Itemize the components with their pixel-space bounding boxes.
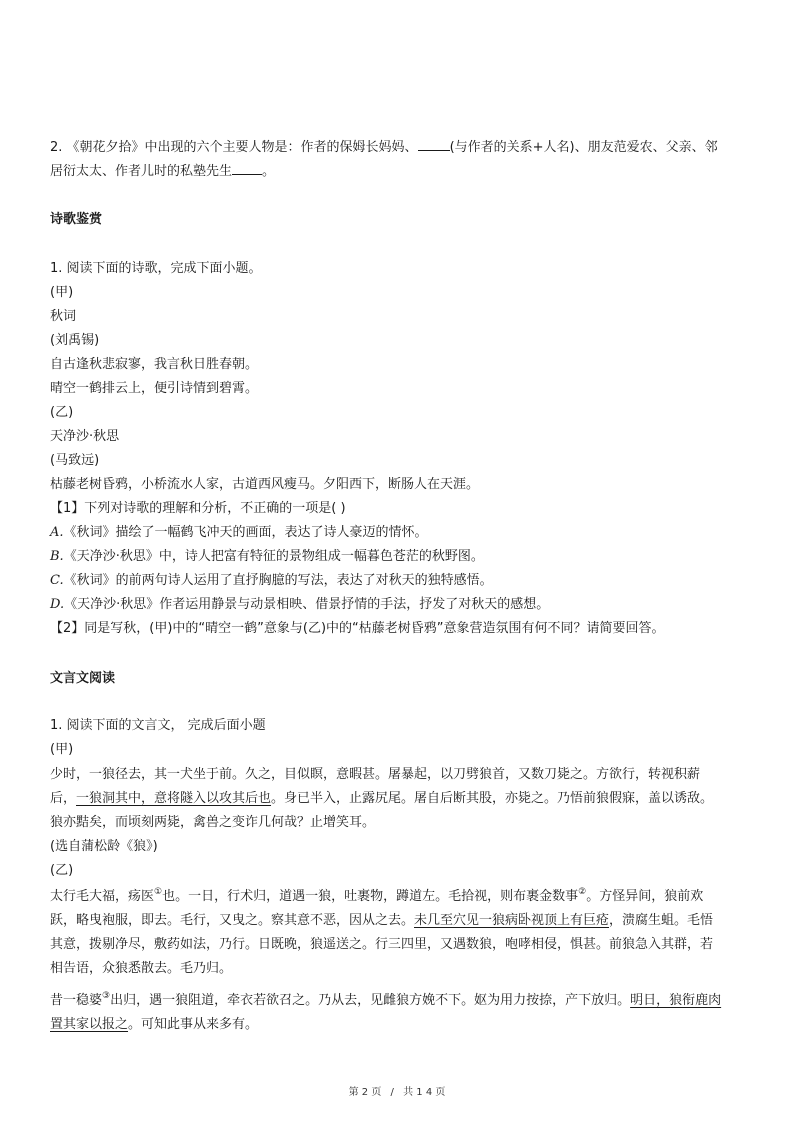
classical-label-yi: (乙): [50, 863, 74, 878]
option-b-text: 《天净沙·秋思》中，诗人把富有特征的景物组成一幅暮色苍茫的秋野图。: [63, 549, 484, 564]
q2-text-1b: (与作者的关系+人名)、朋友范爱农、父亲、邻: [449, 140, 718, 155]
passage-yi-line-1: [50, 888, 703, 906]
underlined-sentence-3b: 置其家以报之: [50, 1017, 129, 1032]
section-title-classical: 文言文阅读: [50, 671, 116, 686]
option-c-text: 《秋词》的前两句诗人运用了直抒胸臆的写法，表达了对秋天的独特感悟。: [63, 573, 493, 588]
poem-verse-1: 自古逢秋悲寂寥，我言秋日胜春朝。: [50, 357, 259, 372]
footnote-marker-3[interactable]: ③: [102, 991, 111, 1001]
q2-text-2b: 。: [262, 164, 276, 179]
answer-blank-1[interactable]: [418, 137, 450, 151]
page-footer: [0, 1083, 794, 1098]
option-d-text: 《天净沙·秋思》作者运用静景与动景相映、借景抒情的手法，抒发了对秋天的感想。: [64, 597, 550, 612]
option-b-letter: B.: [50, 549, 64, 564]
option-b[interactable]: [50, 548, 484, 566]
q2-line-1: [50, 137, 718, 157]
footnote-marker-2[interactable]: ②: [578, 887, 587, 897]
q2-number: 2.: [50, 140, 63, 155]
poetry-label-jia: (甲): [50, 285, 74, 300]
passage-jia-line-2: [50, 790, 713, 808]
option-c-letter: C.: [50, 573, 64, 588]
page-number: 第 2 页: [348, 1087, 382, 1098]
poem-author-1: (刘禹锡): [50, 333, 100, 348]
option-a-letter: A.: [50, 525, 64, 540]
passage-text: 太行毛大福，疡医: [50, 889, 155, 904]
passage-yi-line-3: 其意，拨剔净尽，敷药如法，乃行。日既晚，狼遥送之。行三四里，又遇数狼，咆哮相侵，惧甚。前狼急入其群，若: [50, 937, 714, 952]
passage-yi-line-5: [50, 992, 721, 1010]
option-a[interactable]: [50, 524, 428, 542]
option-a-text: 《秋词》描绘了一幅鹤飞冲天的画面，表达了诗人豪迈的情怀。: [63, 525, 428, 540]
page-separator: /: [390, 1087, 394, 1098]
poem-author-2: (马致远): [50, 453, 100, 468]
classical-intro: 1. 阅读下面的文言文， 完成后面小题: [50, 718, 266, 733]
classical-label-jia: (甲): [50, 742, 74, 757]
passage-text: 跃，略曳袍服，即去。毛行，又曳之。察其意不恶，因从之去。: [50, 913, 415, 928]
passage-text: 也。一日，行术归，道遇一狼，吐裹物，蹲道左。毛拾视，则布裹金数事: [162, 889, 579, 904]
passage-yi-line-4: 相告语，众狼悉散去。毛乃归。: [50, 961, 233, 976]
footnote-marker-1[interactable]: ①: [154, 887, 163, 897]
passage-text: 昔一稳婆: [50, 993, 103, 1008]
answer-blank-2[interactable]: [232, 161, 262, 175]
passage-yi-line-6: [50, 1016, 258, 1034]
poem-title-2: 天净沙·秋思: [50, 429, 120, 444]
q2-text-2a: 居衍太太、作者儿时的私塾先生: [50, 164, 233, 179]
passage-jia-line-3: 狼亦黠矣，而顷刻两毙，禽兽之变诈几何哉？止增笑耳。: [50, 815, 376, 830]
poetry-intro: 1. 阅读下面的诗歌，完成下面小题。: [50, 261, 262, 276]
poem-title-1: 秋词: [50, 309, 77, 324]
q2-line-2: [50, 161, 275, 181]
passage-text: 出归，遇一狼阻道，牵衣若欲召之。乃从去，见雌狼方娩不下。妪为用力按捺，产下放归。: [110, 993, 631, 1008]
poem-verse-3: 枯藤老树昏鸦，小桥流水人家，古道西风瘦马。夕阳西下，断肠人在天涯。: [50, 477, 480, 492]
poetry-sub-question-2: 【2】同是写秋，(甲)中的“晴空一鹤”意象与(乙)中的“枯藤老树昏鸦”意象营造氛围有何不同？请简要回答。: [50, 621, 665, 636]
passage-text: 。方怪异间，狼前欢: [586, 889, 704, 904]
passage-source: (选自蒲松龄《狼》): [50, 839, 158, 854]
option-d-letter: D.: [50, 597, 65, 612]
passage-jia-line-1: 少时，一狼径去，其一犬坐于前。久之，目似瞑，意暇甚。屠暴起，以刀劈狼首，又数刀毙之。方欲行，转视积薪: [50, 767, 701, 782]
page-total: 共 1 4 页: [403, 1087, 446, 1098]
poetry-sub-question-1: 【1】下列对诗歌的理解和分析，不正确的一项是( ): [50, 501, 346, 516]
poem-verse-2: 晴空一鹤排云上，便引诗情到碧霄。: [50, 381, 259, 396]
section-title-poetry: 诗歌鉴赏: [50, 212, 103, 227]
passage-text: 后，: [50, 791, 77, 806]
underlined-sentence-3a: 明日，狼衔鹿肉: [630, 993, 722, 1008]
option-d[interactable]: [50, 596, 549, 614]
q2-text-1a: 《朝花夕拾》中出现的六个主要人物是：作者的保姆长妈妈、: [66, 140, 418, 155]
passage-yi-line-2: [50, 912, 713, 930]
passage-text: ，溃腐生蛆。毛悟: [609, 913, 714, 928]
passage-text: 。可知此事从来多有。: [128, 1017, 259, 1032]
passage-text: 。身已半入，止露尻尾。屠自后断其股，亦毙之。乃悟前狼假寐，盖以诱敌。: [271, 791, 714, 806]
underlined-sentence-1: 一狼洞其中，意将隧入以攻其后也: [76, 791, 272, 806]
poetry-label-yi: (乙): [50, 405, 74, 420]
underlined-sentence-2: 未几至穴见一狼病卧视顶上有巨疮: [414, 913, 610, 928]
option-c[interactable]: [50, 572, 493, 590]
